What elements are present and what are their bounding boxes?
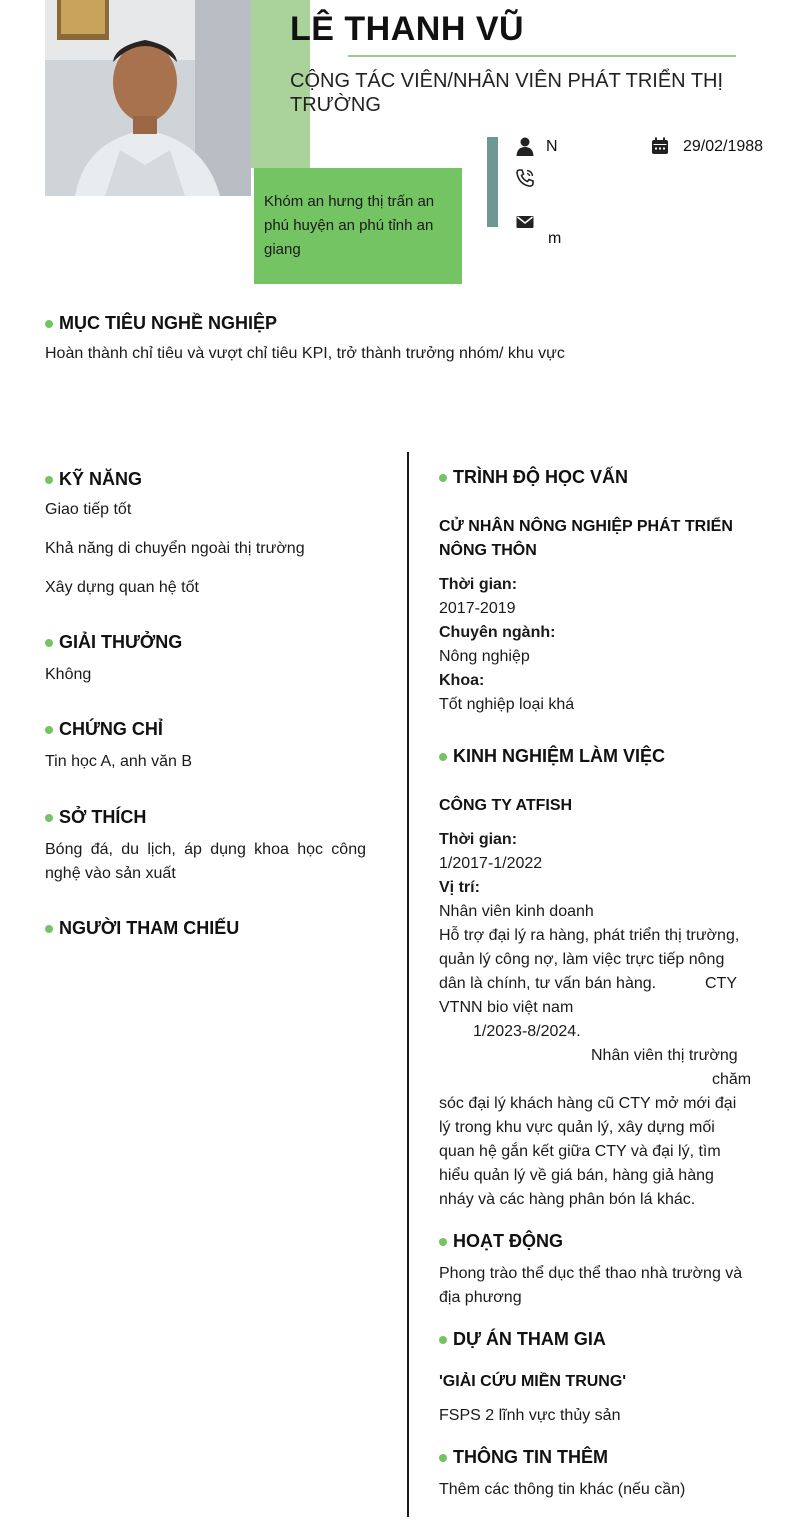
extra-title: THÔNG TIN THÊM [453,1447,608,1467]
company-name: CÔNG TY ATFISH [439,797,573,814]
bullet-dot [439,1336,447,1344]
position-value: Nhân viên kinh doanh [439,903,594,920]
phone-icon [515,168,535,188]
bullet-dot [45,639,53,647]
bullet-dot [45,476,53,484]
bullet-dot [45,814,53,822]
hobbies-title: SỞ THÍCH [59,807,147,827]
references-heading [45,918,239,939]
activities-title: HOẠT ĐỘNG [453,1231,563,1251]
experience-line: nháy và các hàng phân bón lá khác. [439,1191,696,1208]
email-value: m [548,230,562,247]
projects-heading [439,1329,606,1350]
awards-text: Không [45,666,92,683]
skill-item: Giao tiếp tốt [45,501,132,518]
candidate-role: CỘNG TÁC VIÊN/NHÂN VIÊN PHÁT TRIỂN THỊ TRƯỜNG [290,70,724,116]
faculty-value: Tốt nghiệp loại khá [439,696,575,713]
references-title: NGƯỜI THAM CHIẾU [59,918,240,938]
experience-line: chăm [712,1071,752,1088]
time-label: Thời gian: [439,576,518,593]
awards-heading [45,632,182,653]
extra-heading [439,1447,608,1468]
bullet-dot [45,726,53,734]
skills-heading [45,469,142,490]
contact-accent-bar [487,137,498,227]
project-name: 'GIẢI CỨU MIỀN TRUNG' [439,1373,627,1390]
extra-text: Thêm các thông tin khác (nếu cần) [439,1481,686,1498]
objective-text: Hoàn thành chỉ tiêu và vượt chỉ tiêu KPI, trở thành trưởng nhóm/ khu vực [45,345,565,362]
degree-title: CỬ NHÂN NÔNG NGHIỆP PHÁT TRIỂN NÔNG THÔN [439,518,733,559]
column-divider [407,452,409,1517]
project-text: FSPS 2 lĩnh vực thủy sản [439,1407,621,1424]
education-details [439,573,759,717]
certificates-heading [45,719,163,740]
skills-title: KỸ NĂNG [59,469,143,489]
experience-line: Hỗ trợ đại lý ra hàng, phát triển thị trường, [439,927,740,944]
faculty-label: Khoa: [439,672,485,689]
experience-line: hiểu quản lý về giá bán, hàng giả hàng [439,1167,714,1184]
experience-line: lý trong khu vực quản lý, xây dựng mối [439,1119,715,1136]
bullet-dot [439,1454,447,1462]
calendar-icon [650,136,670,156]
education-title: TRÌNH ĐỘ HỌC VẤN [453,467,628,487]
skill-item: Xây dựng quan hệ tốt [45,579,199,596]
experience-heading [439,746,665,767]
experience-line: quan hệ gắn kết giữa CTY và đại lý, tìm [439,1143,721,1160]
address-text: Khóm an hưng thị trấn an phú huyện an phú tỉnh an giang [264,193,435,258]
skill-item: Khả năng di chuyển ngoài thị trường [45,540,305,557]
birthdate-value: 29/02/1988 [683,138,764,155]
experience-line: quản lý công nợ, làm việc trực tiếp nông [439,951,725,968]
gender-value: N [546,138,558,155]
certificates-title: CHỨNG CHỈ [59,719,163,739]
activities-heading [439,1231,563,1252]
candidate-name: LÊ THANH VŨ [290,10,525,48]
experience-line: dân là chính, tư vấn bán hàng. [439,975,657,992]
major-value: Nông nghiệp [439,648,530,665]
bullet-dot [45,320,53,328]
experience-line: CTY [705,975,737,992]
bullet-dot [439,753,447,761]
position-label: Vị trí: [439,879,480,896]
address-box [254,168,462,284]
hobbies-heading [45,807,146,828]
time-value: 1/2017-1/2022 [439,855,543,872]
experience-line: VTNN bio việt nam [439,999,574,1016]
experience-line: Nhân viên thị trường [591,1047,738,1064]
bullet-dot [439,1238,447,1246]
time-value: 2017-2019 [439,600,516,617]
objective-heading [45,313,277,334]
certificates-text: Tin học A, anh văn B [45,753,193,770]
experience-title: KINH NGHIỆM LÀM VIỆC [453,746,666,766]
awards-title: GIẢI THƯỞNG [59,632,183,652]
projects-title: DỰ ÁN THAM GIA [453,1329,606,1349]
bullet-dot [45,925,53,933]
experience-line: sóc đại lý khách hàng cũ CTY mở mới đại [439,1095,737,1112]
education-heading [439,467,628,488]
major-label: Chuyên ngành: [439,624,556,641]
time-label: Thời gian: [439,831,518,848]
objective-title: MỤC TIÊU NGHỀ NGHIỆP [59,313,278,333]
profile-photo [45,0,251,196]
hobbies-text: Bóng đá, du lịch, áp dụng khoa học công nghệ vào sản xuất [45,841,366,882]
activities-text: Phong trào thể dục thể thao nhà trường và địa phương [439,1265,743,1306]
experience-line: 1/2023-8/2024. [473,1023,581,1040]
experience-line-row [439,972,769,996]
bullet-dot [439,474,447,482]
mail-icon [515,212,535,232]
user-icon [515,136,535,156]
name-underline [348,55,736,57]
experience-details [439,828,769,1212]
